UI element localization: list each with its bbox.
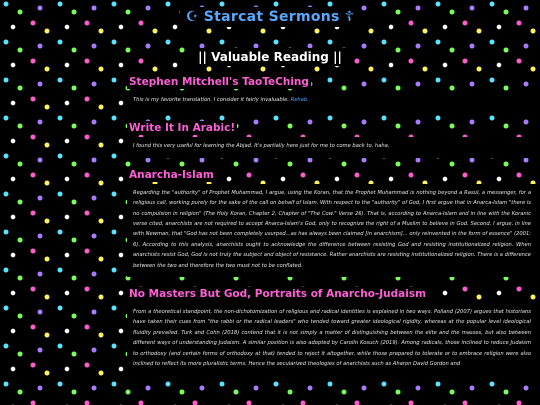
- site-header: [0, 6, 540, 27]
- entry-text-taoteching: This is my favorite translation. I consider it fairly invaluable.: [133, 97, 289, 103]
- entry-body-anarcha-islam: Regarding the "authority" of Prophet Muhammad, I argue, using the Koran, that the Prophet Muhammad is nothing beyond a Rasul, a messenger, for a religious call, working purely for the sake of the call on behalf of Islam. With respect to the "authority" of God, I first argue that in Anarca-Islam "there is no compulsion in religion" (The Holy Koran, Chapter 2, Chapter of "The Cow." Verse 26). That is, according to Anarca-Islam and in line with the Koranic verse cited, anarchists are not required to accept Anarca-Islam's God, only to recognize the right of a Muslim to believe in God. Second, I argue, in line with Newman, that "God has not been completely usurped...as has always been claimed [in anarchism]... only reinvented in the form of essence" (2001: 6). According to this analysis, anarchists ought to acknowledge the difference between resisting God and resisting institutionalized religion. When anarchists resist God, God is not truly the subject and object of resistance. Rather anarchists are resisting institutionalized religion. There is a difference between the two and therefore the two must not to be conflated.: [127, 184, 537, 277]
- entry-link-rehab[interactable]: Rehab.: [290, 97, 309, 103]
- entry-body-write-arabic: I found this very useful for learning the Abjad. It's partially here just for me to come back to, haha.: [127, 137, 537, 157]
- entry-title-taoteching[interactable]: Stephen Mitchell's TaoTeChing: [129, 76, 309, 88]
- entry-title-write-arabic[interactable]: Write It In Arabic!: [129, 122, 236, 135]
- section-heading: || Valuable Reading ||: [192, 48, 348, 66]
- entry-title-anarcha-islam[interactable]: Anarcha-Islam: [129, 168, 214, 181]
- entry-title-anarcho-judaism[interactable]: No Masters But God, Portraits of Anarcho-Judaism: [129, 288, 427, 301]
- entry-body-anarcho-judaism: From a theoretical standpoint, the non-dichotomization of religious and radical identities is explained in two ways. Polland (2007) argues that historians have taken their cues from "the rabbi or the radical leaders" who tended toward greater ideological rigidity, whereas at the popular level ideological fluidity prevailed. Turk and Cohn (2018) contend that it is not simply a matter of distinguishing between the elite and the masses, but also between different ways of understanding Judaism. A similar position is also adopted by Carolin Kosuch (2019). Among radicals, those inclined to reduce Judaism to orthodoxy (and certain forms of orthodoxy at that) tended to reject it altogether, while those prepared to tolerate or to embrace religion were also inclined to reflect its more pluralistic terms. Hence the secularized theologies of anarchists such as Aharon David Gordon and: [127, 303, 537, 375]
- content-column: [127, 70, 537, 381]
- section-heading-wrap: [0, 46, 540, 66]
- entry-body-taoteching: [127, 91, 537, 111]
- site-title[interactable]: ☪ Starcat Sermons ☦: [180, 7, 361, 27]
